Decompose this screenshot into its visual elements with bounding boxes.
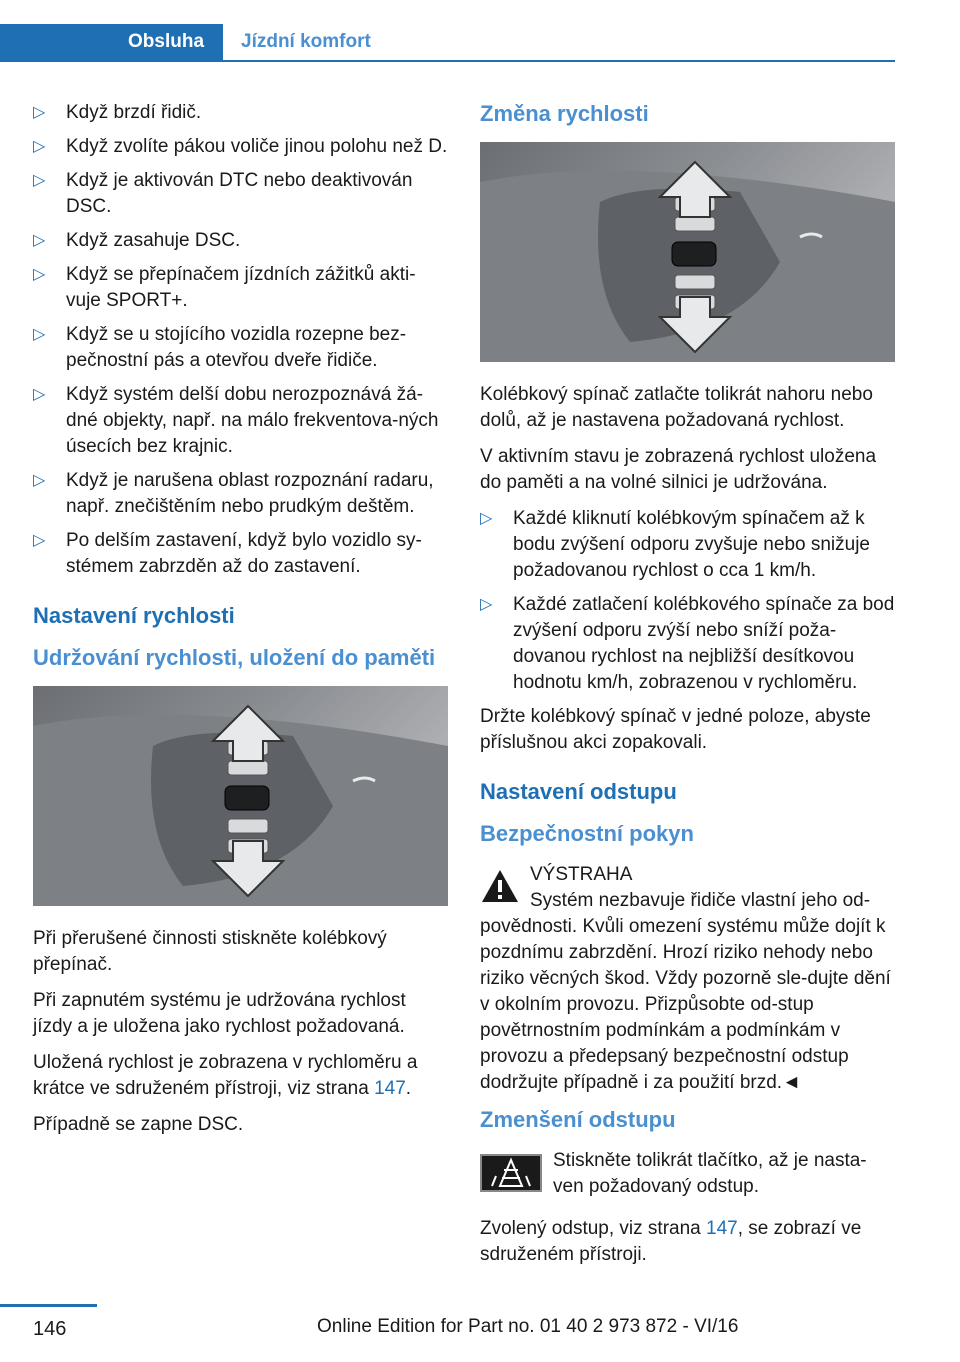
paragraph: Při zapnutém systému je udržována rychlost jízdy a je uložena jako rychlost požadovaná. <box>33 990 406 1037</box>
list-item: ▷ Když je aktivován DTC nebo deaktivován DSC. <box>33 170 413 217</box>
triangle-bullet-icon: ▷ <box>33 266 46 283</box>
subsection-heading-maintain: Udržování rychlosti, uložení do paměti <box>33 645 436 670</box>
triangle-bullet-icon: ▷ <box>33 326 46 343</box>
triangle-bullet-icon: ▷ <box>33 472 46 489</box>
subsection-heading-safety: Bezpečnostní pokyn <box>480 821 694 846</box>
triangle-bullet-icon: ▷ <box>33 172 46 189</box>
page-link-147[interactable]: 147 <box>706 1218 738 1239</box>
list-item: ▷ Když zvolíte pákou voliče jinou polohu než D. <box>33 134 448 160</box>
list-item: ▷ Každé kliknutí kolébkovým spínačem až k bodu zvýšení odporu zvyšuje nebo snižuje požadovanou rychlost o cca 1 km/h. <box>480 508 871 581</box>
tab-obsluha[interactable]: Obsluha <box>0 24 223 60</box>
warning-title: VÝSTRAHA <box>530 864 633 885</box>
steering-wheel-rocker-image <box>480 142 895 362</box>
paragraph: Uložená rychlost je zobrazena v rychloměru a krátce ve sdruženém přístroji, viz strana 147. <box>33 1052 418 1099</box>
paragraph: Případně se zapne DSC. <box>33 1114 244 1135</box>
list-item: ▷ Když zasahuje DSC. <box>33 228 448 254</box>
warning-triangle-icon <box>480 868 520 904</box>
list-item: ▷ Když brzdí řidič. <box>33 100 448 126</box>
page-number: 146 <box>33 1318 67 1340</box>
steering-wheel-rocker-image <box>33 686 448 906</box>
footer-divider <box>0 1304 97 1307</box>
list-item: ▷ Když systém delší dobu nerozpoznává žá‐dné objekty, např. na málo frekventova‐ných úsecích bez krajnic. <box>33 384 439 457</box>
list-item: ▷ Každé zatlačení kolébkového spínače za bod zvýšení odporu zvýší nebo sníží poža‐dovanou rychlost na nejbližší desítkovou hodnotu km/h, zobrazenou v rychloměru. <box>480 594 895 693</box>
triangle-bullet-icon: ▷ <box>480 510 493 527</box>
triangle-bullet-icon: ▷ <box>33 138 46 155</box>
header-divider <box>0 60 895 62</box>
paragraph: V aktivním stavu je zobrazená rychlost uložena do paměti a na volné silnici je udržována. <box>480 446 877 493</box>
section-heading-speed: Nastavení rychlosti <box>33 603 235 628</box>
paragraph: Zvolený odstup, viz strana 147, se zobrazí ve sdruženém přístroji. <box>480 1218 862 1265</box>
triangle-bullet-icon: ▷ <box>33 532 46 549</box>
speed-step-list <box>480 506 895 696</box>
triangle-bullet-icon: ▷ <box>33 386 46 403</box>
list-item: ▷ Když je narušena oblast rozpoznání radaru, např. znečištěním nebo prudkým deštěm. <box>33 470 434 517</box>
right-column <box>480 100 895 1278</box>
subsection-heading-change-speed: Změna rychlosti <box>480 101 649 126</box>
subsection-heading-reduce-distance: Zmenšení odstupu <box>480 1107 676 1132</box>
list-item: ▷ Po delším zastavení, když bylo vozidlo sy‐stémem zabrzděn až do zastavení. <box>33 530 422 577</box>
paragraph: Při přerušené činnosti stiskněte kolébkový přepínač. <box>33 928 387 975</box>
steering-wheel-photo <box>480 142 895 362</box>
steering-wheel-photo <box>33 686 448 906</box>
distance-button-icon <box>480 1154 542 1192</box>
left-column <box>33 100 448 1148</box>
condition-list <box>33 100 448 580</box>
tab-jizdni-komfort[interactable]: Jízdní komfort <box>241 31 371 52</box>
distance-button-text: Stiskněte tolikrát tlačítko, až je nasta‐ven požadovaný odstup. <box>553 1150 867 1197</box>
page-header <box>0 24 895 62</box>
section-heading-distance: Nastavení odstupu <box>480 779 677 804</box>
page-link-147[interactable]: 147 <box>374 1078 406 1099</box>
edition-note: Online Edition for Part no. 01 40 2 973 872 - VI/16 <box>317 1316 739 1337</box>
distance-button-block <box>480 1148 895 1200</box>
paragraph: Kolébkový spínač zatlačte tolikrát nahoru nebo dolů, až je nastavena požadovaná rychlost. <box>480 384 873 431</box>
triangle-bullet-icon: ▷ <box>33 104 46 121</box>
triangle-bullet-icon: ▷ <box>480 596 493 613</box>
warning-block <box>480 862 895 888</box>
list-item: ▷ Když se přepínačem jízdních zážitků akti‐vuje SPORT+. <box>33 264 416 311</box>
paragraph: Držte kolébkový spínač v jedné poloze, abyste příslušnou akci zopakovali. <box>480 706 871 753</box>
triangle-bullet-icon: ▷ <box>33 232 46 249</box>
list-item: ▷ Když se u stojícího vozidla rozepne bez‐pečnostní pás a otevřou dveře řidiče. <box>33 324 407 371</box>
warning-text: Systém nezbavuje řidiče vlastní jeho od‐povědnosti. Kvůli omezení systému může dojít k pozdnímu zabrzdění. Hrozí riziko nehody nebo riziko věcných škod. Vždy pozorně sle‐dujte dění v okolním provozu. Přizpůsobte od‐stup povětrnostním podmínkám a podmínkám v provozu a předepsaný bezpečnostní odstup dodržujte případně i za použití brzd.◄ <box>480 890 891 1093</box>
